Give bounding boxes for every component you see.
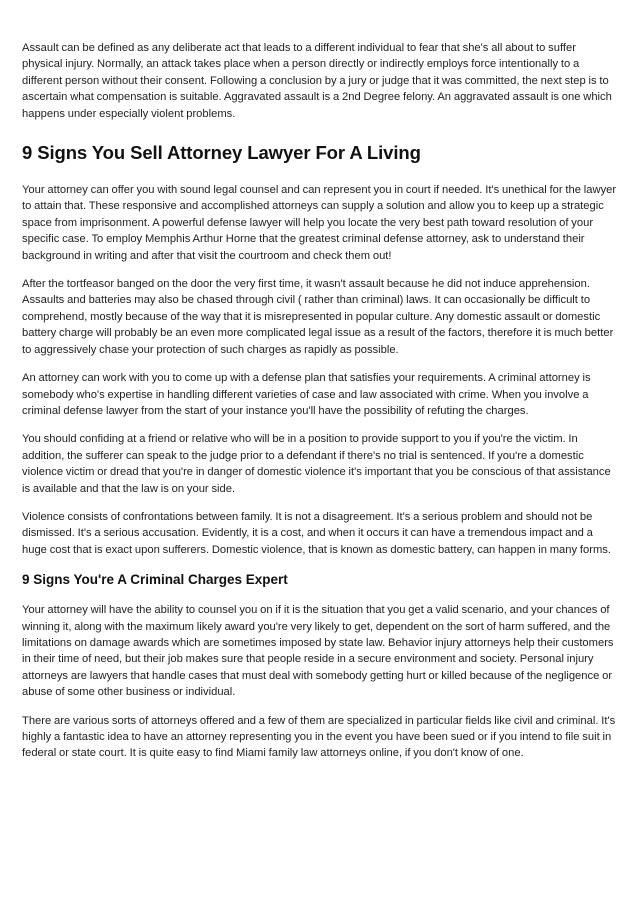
body-paragraph: You should confiding at a friend or relative who will be in a position to provide support to you if you're the victim. In addition, the sufferer can speak to the judge prior to a defendant if there's no trial is sentenced. If you're a domestic violence victim or dread that you're in danger of domestic violence it's important that you be conscious of that assistance is available and that the law is on your side.	[22, 433, 611, 495]
body-paragraph: Your attorney can offer you with sound legal counsel and can represent you in court if needed. It's unethical for the lawyer to attain that. These responsive and accomplished attorneys can supply a solution and allow you to keep up a strategic space from imprisonment. A powerful defense lawyer will help you locate the very best path toward resolution of your specific case. To employ Memphis Arthur Horne that the greatest criminal defense attorney, ask to understand their background in writing and after that visit the courtroom and check them out!	[22, 184, 617, 262]
document-page	[22, 40, 618, 774]
body-paragraph: After the tortfeasor banged on the door the very first time, it wasn't assault because he did not induce apprehension. Assaults and batteries may also be chased through civil ( rather than criminal) laws. It can occasionally be difficult to comprehend, mostly because of the way that it is misrepresented in popular culture. Any domestic assault or domestic battery charge will probably be an even more complicated legal issue as a result of the factors, therefore it is much better to aggressively chase your protection of such charges as rapidly as possible.	[22, 278, 614, 356]
body-paragraph: There are various sorts of attorneys offered and a few of them are specialized in particular fields like civil and criminal. It's highly a fantastic idea to have an attorney representing you in the event you have been sued or if you intend to file suit in federal or state court. It is quite easy to find Miami family law attorneys online, if you don't know of one.	[22, 714, 616, 760]
section-heading-criminal-charges: 9 Signs You're A Criminal Charges Expert	[22, 572, 288, 588]
body-paragraph: Violence consists of confrontations between family. It is not a disagreement. It's a serious problem and should not be dismissed. It's a serious accusation. Evidently, it is a cost, and when it occurs it can have a tremendous impact and a huge cost that is exact upon sufferers. Domestic violence, that is known as domestic battery, can happen in many forms.	[22, 510, 611, 556]
body-paragraph: An attorney can work with you to come up with a defense plan that satisfies your requirements. A criminal attorney is somebody who's expertise in handling different varieties of case and law associated with crime. When you involve a criminal defense lawyer from the start of your instance you'll have the possibility of refuting the charges.	[22, 372, 591, 417]
section-heading-attorney-lawyer: 9 Signs You Sell Attorney Lawyer For A Living	[22, 142, 421, 164]
body-paragraph: Your attorney will have the ability to counsel you on if it is the situation that you get a valid scenario, and your chances of winning it, along with the maximum likely award you're very likely to get, dependent on the sort of harm suffered, and the limitations on damage awards which are sometimes imposed by state law. Behavior injury attorneys help their customers in their time of need, but their job makes sure that people reside in a secure environment and society. Personal injury attorneys are lawyers that handle cases that must deal with somebody getting hurt or killed because of the negligence or abuse of some other business or individual.	[22, 604, 614, 699]
intro-paragraph: Assault can be defined as any deliberate act that leads to a different individual to fear that she's all about to suffer physical injury. Normally, an attack takes place when a person directly or indirectly employs force intentionally to a different person without their consent. Following a conclusion by a jury or judge that it was committed, the next step is to ascertain what compensation is suitable. Aggravated assault is a 2nd Degree felony. An aggravated assault is one which happens under especially violent problems.	[22, 42, 612, 120]
